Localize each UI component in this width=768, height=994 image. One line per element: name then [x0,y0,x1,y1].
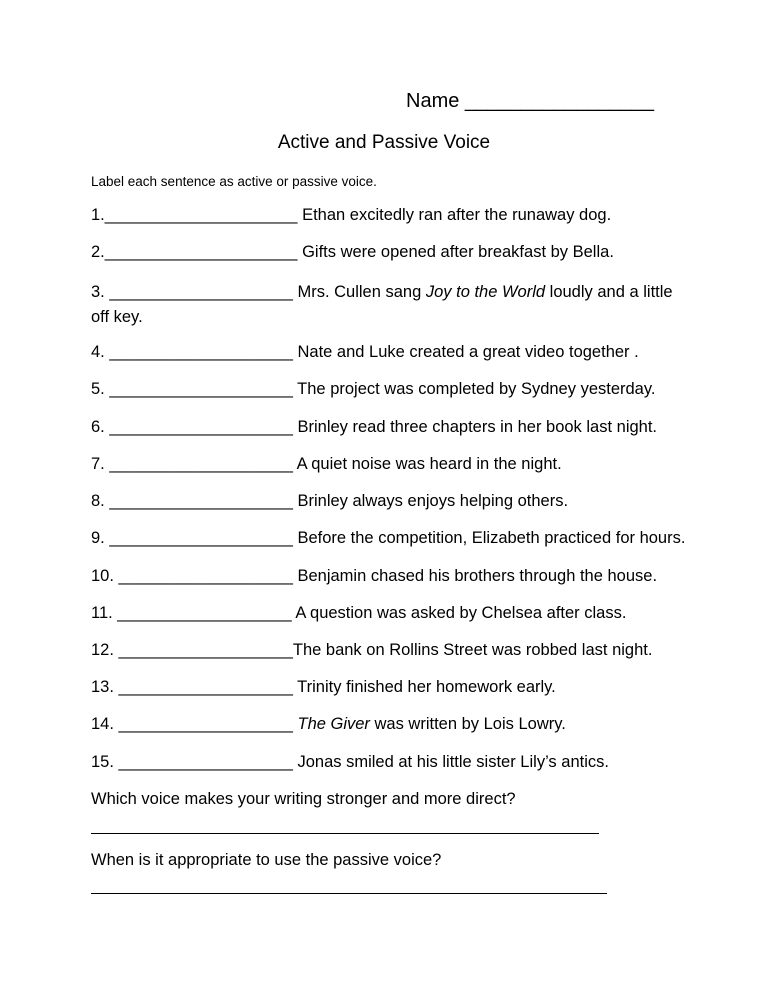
sentence-item-15[interactable]: 15. ___________________ Jonas smiled at his little sister Lily’s antics. [91,753,609,771]
sentence-item-3[interactable]: 3. ____________________ Mrs. Cullen sang Joy to the World loudly and a little off key. [91,283,673,326]
sentence-item-14[interactable]: 14. ___________________ The Giver was written by Lois Lowry. [91,715,566,733]
sentence-item-12[interactable]: 12. ___________________The bank on Rollins Street was robbed last night. [91,641,653,659]
sentence-item-9[interactable]: 9. ____________________ Before the competition, Elizabeth practiced for hours. [91,529,686,547]
page-title: Active and Passive Voice [277,132,491,153]
sentence-item-1[interactable]: 1._____________________ Ethan excitedly ran after the runaway dog. [91,206,612,224]
instructions-text: Label each sentence as active or passive voice. [91,174,377,189]
sentence-item-2[interactable]: 2._____________________ Gifts were opened after breakfast by Bella. [91,243,614,261]
sentence-item-7[interactable]: 7. ____________________ A quiet noise was heard in the night. [91,455,562,473]
name-field[interactable] [406,90,654,113]
sentence-item-6[interactable]: 6. ____________________ Brinley read three chapters in her book last night. [91,418,658,436]
question-2-text: When is it appropriate to use the passive voice? [91,851,442,869]
name-blank: _________________ [464,90,655,112]
sentence-item-4[interactable]: 4. ____________________ Nate and Luke created a great video together . [91,343,639,361]
sentence-item-10[interactable]: 10. ___________________ Benjamin chased his brothers through the house. [91,567,658,585]
sentence-item-11[interactable]: 11. ___________________ A question was asked by Chelsea after class. [91,604,627,622]
sentence-item-5[interactable]: 5. ____________________ The project was completed by Sydney yesterday. [91,380,656,398]
name-label: Name [406,90,460,112]
sentence-item-8[interactable]: 8. ____________________ Brinley always enjoys helping others. [91,492,569,510]
answer-line-2[interactable] [91,893,607,894]
sentence-item-13[interactable]: 13. ___________________ Trinity finished her homework early. [91,678,556,696]
answer-line-1[interactable] [91,833,599,834]
question-1-text: Which voice makes your writing stronger and more direct? [91,790,516,808]
